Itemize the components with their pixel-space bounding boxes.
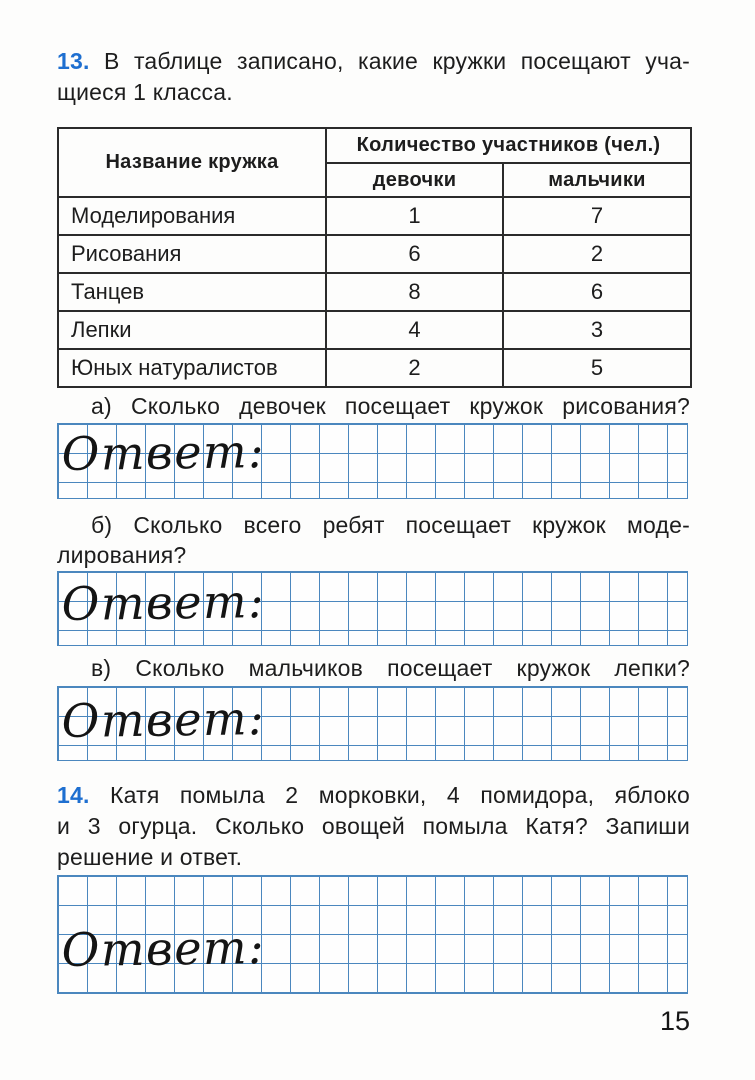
problem-text-line: щиеся 1 класса. bbox=[57, 79, 233, 105]
question-text: Сколько всего ребят посещает кружок моде- bbox=[133, 512, 690, 538]
problem-text: В таблице записано, какие кружки посещают уча- bbox=[104, 48, 690, 74]
table-row bbox=[58, 349, 691, 387]
cell-boys-count: 5 bbox=[503, 349, 691, 387]
cell-girls-count: 8 bbox=[326, 273, 503, 311]
question-label: в) bbox=[91, 655, 112, 681]
clubs-table bbox=[57, 127, 692, 388]
table-header-participants: Количество участников (чел.) bbox=[326, 128, 691, 163]
table-header-club-name: Название кружка bbox=[58, 128, 326, 197]
answer-grid-14 bbox=[57, 875, 688, 994]
problem-number: 14. bbox=[57, 782, 90, 808]
answer-label: Ответ: bbox=[61, 424, 266, 481]
problem-text-line: решение и ответ. bbox=[57, 844, 243, 870]
cell-club-name: Танцев bbox=[58, 273, 326, 311]
cell-girls-count: 2 bbox=[326, 349, 503, 387]
table-row bbox=[58, 235, 691, 273]
table-header-girls: девочки bbox=[326, 163, 503, 197]
cell-club-name: Юных натуралистов bbox=[58, 349, 326, 387]
problem-number: 13. bbox=[57, 48, 90, 74]
question-line: лирования? bbox=[57, 542, 187, 568]
problem-text: Катя помыла 2 морковки, 4 помидора, яблоко bbox=[110, 782, 691, 808]
table-row bbox=[58, 311, 691, 349]
question-line bbox=[57, 391, 690, 422]
cell-girls-count: 4 bbox=[326, 311, 503, 349]
cell-club-name: Моделирования bbox=[58, 197, 326, 235]
question-label: б) bbox=[91, 512, 113, 538]
cell-boys-count: 2 bbox=[503, 235, 691, 273]
clubs-table-wrap bbox=[57, 127, 690, 388]
answer-label: Ответ: bbox=[61, 691, 266, 748]
table-row bbox=[58, 273, 691, 311]
answer-grid-a bbox=[57, 423, 688, 499]
question-a bbox=[57, 391, 690, 422]
answer-label: Ответ: bbox=[61, 920, 266, 977]
cell-club-name: Лепки bbox=[58, 311, 326, 349]
answer-grid-b bbox=[57, 571, 688, 646]
table-row bbox=[58, 197, 691, 235]
cell-girls-count: 6 bbox=[326, 235, 503, 273]
question-line bbox=[57, 653, 690, 683]
question-text: Сколько мальчиков посещает кружок лепки? bbox=[135, 655, 690, 681]
question-b bbox=[57, 510, 690, 570]
cell-club-name: Рисования bbox=[58, 235, 326, 273]
question-line bbox=[57, 510, 690, 540]
cell-boys-count: 7 bbox=[503, 197, 691, 235]
table-header-boys: мальчики bbox=[503, 163, 691, 197]
problem-text-line bbox=[57, 46, 690, 77]
page-number: 15 bbox=[659, 1006, 690, 1036]
problem-13-statement bbox=[57, 46, 690, 108]
question-label: а) bbox=[91, 393, 112, 419]
problem-text-line bbox=[57, 780, 690, 811]
problem-text-line: и 3 огурца. Сколько овощей помыла Катя? Запиши bbox=[57, 813, 690, 839]
cell-girls-count: 1 bbox=[326, 197, 503, 235]
answer-label: Ответ: bbox=[61, 574, 266, 631]
problem-14-statement bbox=[57, 780, 690, 873]
cell-boys-count: 6 bbox=[503, 273, 691, 311]
cell-boys-count: 3 bbox=[503, 311, 691, 349]
question-text: Сколько девочек посещает кружок рисования? bbox=[130, 393, 690, 419]
question-v bbox=[57, 653, 690, 683]
answer-grid-v bbox=[57, 686, 688, 761]
